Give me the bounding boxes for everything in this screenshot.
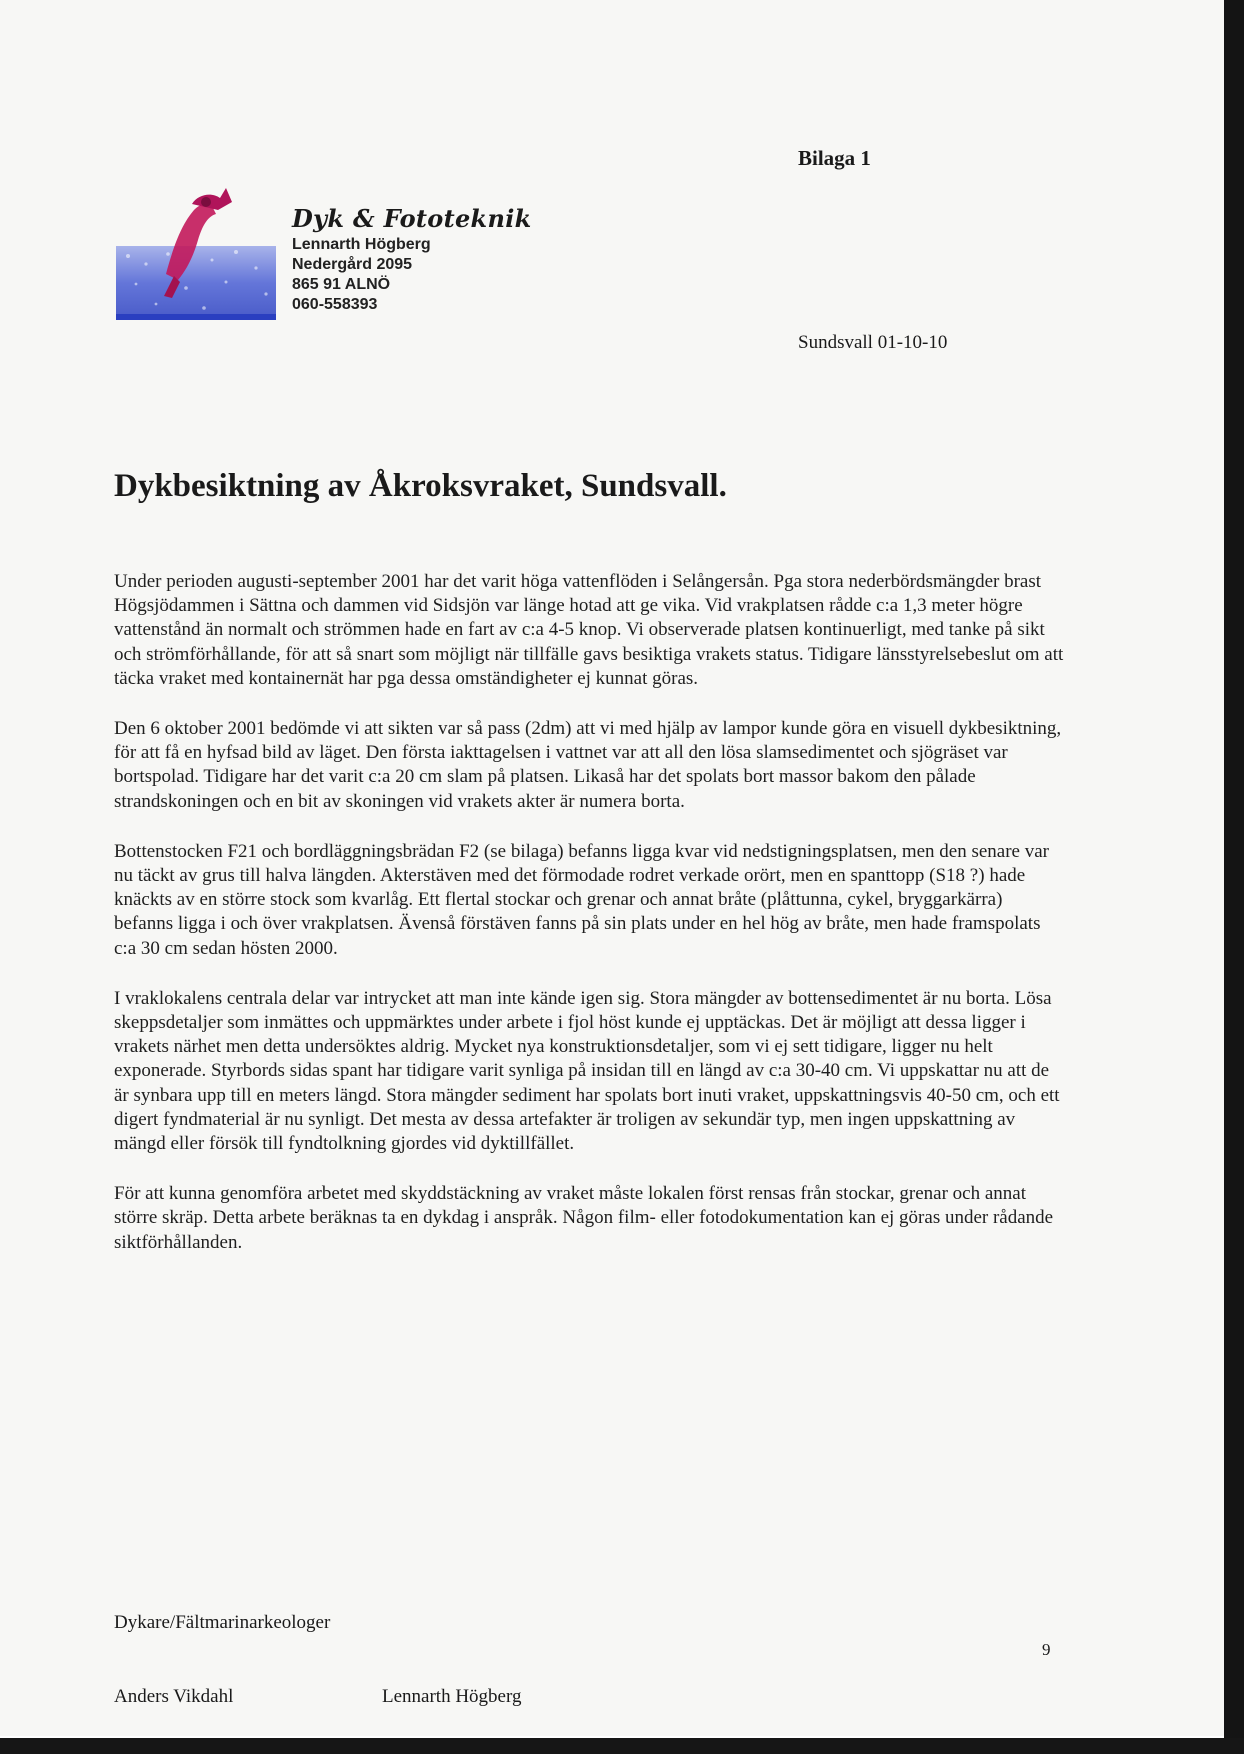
phone-line: 060-558393 bbox=[292, 296, 378, 313]
body-paragraph: Under perioden augusti-september 2001 har det varit höga vattenflöden i Selångersån. Pga stora nederbördsmängder brast Högsjödammen i Sättna och dammen vid Sidsjön var länge hotad att ge vika. Vid vrakplatsen rådde c:a 1,3 meter högre vattenstånd än normalt och strömmen hade en fart av c:a 4-5 knop. Vi observerade platsen kontinuerligt, med tanke på sikt och strömförhållande, för att så snart som möjligt när tillfälle gavs besiktiga vrakets status. Tidigare länsstyrelsebeslut om att täcka vraket med kontainernät har pga dessa omständigheter ej kunnat göras. bbox=[114, 571, 1064, 689]
company-logo bbox=[116, 184, 276, 320]
scan-edge-right bbox=[1224, 0, 1244, 1754]
appendix-label: Bilaga 1 bbox=[798, 146, 871, 170]
signature-title: Dykare/Fältmarinarkeologer bbox=[114, 1612, 331, 1633]
document-title: Dykbesiktning av Åkroksvraket, Sundsvall. bbox=[114, 468, 727, 504]
company-block bbox=[292, 204, 532, 315]
body-paragraph: I vraklokalens centrala delar var intrycket att man inte kände igen sig. Stora mängder av bottensedimentet är nu borta. Lösa skeppsdetaljer som inmättes och uppmärktes under arbete i fjol höst kunde ej upptäckas. Det är möjligt att dessa ligger i vrakets närhet men detta undersöktes aldrig. Mycket nya konstruktionsdetaljer, som vi ej sett tidigare, ligger nu helt exponerade. Styrbords sidas spant har tidigare varit synliga på insidan till en längd av c:a 30-40 cm. Vi uppskattar nu att de är synbara upp till en meters längd. Stora mängder sediment har spolats bort inuti vraket, uppskattningsvis 40-50 cm, och ett digert fyndmaterial är nu synligt. Det mesta av dessa artefakter är troligen av sekundär typ, men ingen uppskattning av mängd eller försök till fyndtolkning gjordes vid dyktillfället. bbox=[114, 987, 1060, 1155]
body-paragraph: För att kunna genomföra arbetet med skyddstäckning av vraket måste lokalen först rensas från stockar, grenar och annat större skräp. Detta arbete beräknas ta en dykdag i anspråk. Någon film- eller fotodokumentation kan ej göras under rådande siktförhållanden. bbox=[114, 1183, 1054, 1253]
signer-name: Anders Vikdahl bbox=[114, 1686, 234, 1707]
company-name: Dyk & Fototeknik bbox=[292, 204, 532, 233]
page-number: 9 bbox=[1042, 1640, 1051, 1659]
signer-name: Lennarth Högberg bbox=[382, 1686, 522, 1707]
address-line: Lennarth Högberg bbox=[292, 236, 431, 253]
body-paragraph: Bottenstocken F21 och bordläggningsbrädan F2 (se bilaga) befanns ligga kvar vid nedstigningsplatsen, men den senare var nu täckt av grus till halva längden. Akterstäven med det förmodade rodret verkade orört, men en spanttopp (S18 ?) hade knäckts av en större stock som kvarlåg. Ett flertal stockar och grenar och annat bråte (plåttunna, cykel, bryggarkärra) befanns ligga i och över vrakplatsen. Ävenså förstäven fanns på sin plats under en hel hög av bråte, men hade framspolats c:a 30 cm sedan hösten 2000. bbox=[114, 840, 1049, 959]
place-date: Sundsvall 01-10-10 bbox=[798, 332, 948, 353]
document-body bbox=[114, 570, 1064, 1281]
body-paragraph: Den 6 oktober 2001 bedömde vi att sikten var så pass (2dm) att vi med hjälp av lampor kunde göra en visuell dykbesiktning, för att få en hyfsad bild av läget. Den första iakttagelsen i vattnet var att all den lösa slamsedimentet och sjögräset var bortspolad. Tidigare har det varit c:a 20 cm slam på platsen. Likaså har det spolats bort massor bakom den pålade strandskoningen och en bit av skoningen vid vrakets akter är numera borta. bbox=[114, 718, 1062, 812]
address-line: 865 91 ALNÖ bbox=[292, 276, 391, 293]
address-line: Nedergård 2095 bbox=[292, 256, 413, 273]
scan-edge-bottom bbox=[0, 1738, 1244, 1754]
